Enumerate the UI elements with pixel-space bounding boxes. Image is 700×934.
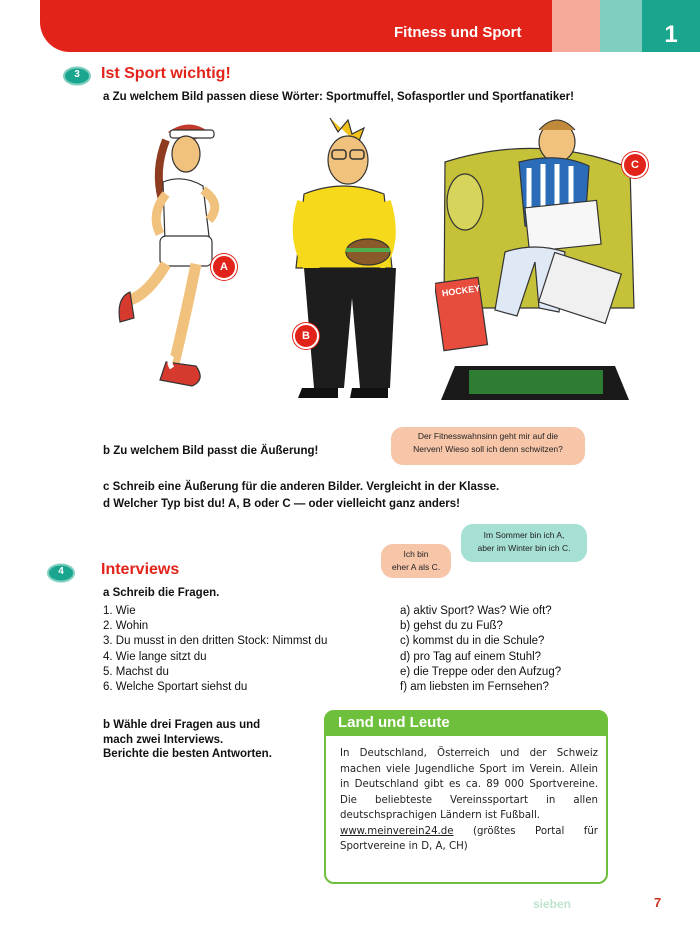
sofa-fan-illustration: [435, 112, 640, 417]
question-end-d: d) pro Tag auf einem Stuhl?: [400, 650, 542, 663]
bubble-left-line1: Ich bin: [403, 549, 429, 559]
chapter-title: Fitness und Sport: [394, 24, 522, 41]
task-4a: a Schreib die Fragen.: [103, 587, 220, 599]
speech-bubble-left: [381, 544, 451, 578]
question-end-a: a) aktiv Sport? Was? Wie oft?: [400, 605, 552, 617]
question-end-c: c) kommst du in die Schule?: [400, 635, 545, 648]
land-und-leute-paragraph: In Deutschland, Österreich und der Schweiz machen viele Jugendliche Sport im Verein. Allein in Deutschland gibt es ca. 89 000 Sportvereine. Die beliebteste Vereinssportart in allen deutschsprachigen Ländern ist Fußball.: [340, 748, 598, 821]
section-3-title: Ist Sport wichtig!: [101, 65, 231, 82]
task-3c: c Schreib eine Äußerung für die anderen Bilder. Vergleicht in der Klasse.: [103, 481, 500, 493]
question-starts-list: [103, 604, 327, 695]
question-start-3: 3. Du musst in den dritten Stock: Nimmst du: [103, 635, 328, 648]
task-4b: [103, 718, 272, 762]
question-ends-list: [400, 604, 561, 695]
bubble-right-line1: Im Sommer bin ich A,: [483, 530, 565, 540]
section-4-number: 4: [58, 566, 64, 577]
land-und-leute-header: [324, 710, 608, 736]
question-start-5: 5. Machst du: [103, 665, 169, 678]
header-band-teal: [600, 0, 642, 52]
question-end-b: b) gehst du zu Fuß?: [400, 620, 503, 633]
bubble-b-line1: Der Fitnesswahnsinn geht mir auf die: [417, 431, 559, 441]
task-4b-line1: b Wähle drei Fragen aus und: [103, 719, 261, 731]
speech-bubble-right: [461, 524, 587, 562]
question-end-e: e) die Treppe oder den Aufzug?: [400, 665, 562, 678]
section-4-title: Interviews: [101, 561, 180, 578]
task-4b-line2: mach zwei Interviews.: [103, 733, 224, 746]
bubble-right-line2: aber im Winter bin ich C.: [477, 543, 571, 553]
bubble-left-line2: eher A als C.: [391, 562, 441, 572]
burger-man-illustration: [282, 112, 407, 412]
question-start-4: 4. Wie lange sitzt du: [103, 650, 207, 663]
land-und-leute-text: [340, 746, 598, 855]
section-3-number: 3: [74, 69, 80, 80]
magazine-label: HOCKEY: [441, 283, 481, 299]
speech-bubble-b: [391, 427, 585, 465]
chapter-number: 1: [642, 0, 700, 52]
bubble-b-line2: Nerven! Wieso soll ich denn schwitzen?: [413, 444, 563, 454]
land-und-leute-title: Land und Leute: [338, 714, 450, 731]
marker-a: A: [211, 254, 237, 280]
page-number: 7: [654, 895, 662, 910]
link-note: (größtes Portal für Sportvereine in D, A, CH): [340, 825, 598, 852]
task-3b: b Zu welchem Bild passt die Äußerung!: [103, 445, 319, 457]
meinverein-link[interactable]: www.meinverein24.de: [340, 825, 454, 837]
task-4b-line3: Berichte die besten Antworten.: [103, 748, 272, 760]
header-band-peach: [552, 0, 600, 52]
land-und-leute-box: [324, 710, 608, 884]
page-number-word: sieben: [533, 897, 572, 911]
marker-c: C: [622, 152, 648, 178]
question-end-f: f) am liebsten im Fernsehen?: [400, 681, 549, 694]
question-start-1: 1. Wie: [103, 605, 136, 617]
question-start-6: 6. Welche Sportart siehst du: [103, 681, 248, 694]
task-3d: d Welcher Typ bist du! A, B oder C — oder vielleicht ganz anders!: [103, 498, 460, 510]
marker-b: B: [293, 323, 319, 349]
question-start-2: 2. Wohin: [103, 620, 149, 633]
task-3a: a Zu welchem Bild passen diese Wörter: Sportmuffel, Sofasportler und Sportfanatiker!: [103, 91, 574, 103]
